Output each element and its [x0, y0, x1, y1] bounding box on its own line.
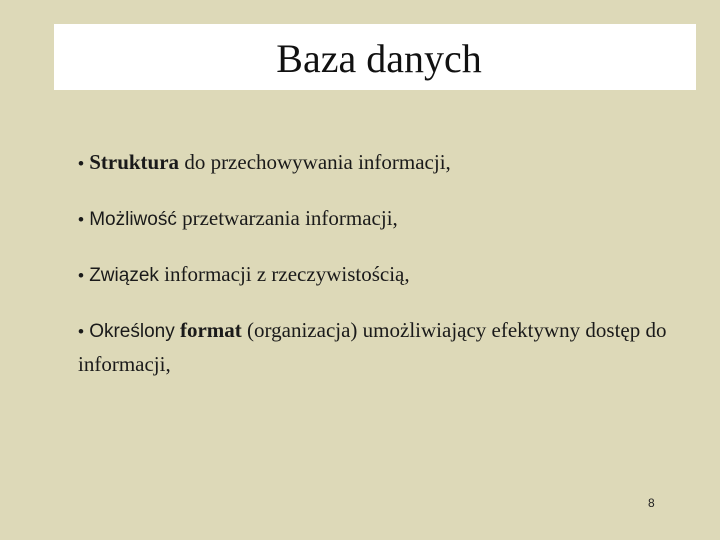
bullet-list [78, 146, 678, 402]
bullet-marker: • [78, 210, 84, 229]
bullet-bold-term: Struktura [89, 150, 180, 174]
bullet-lead-word: Związek [89, 265, 159, 286]
bullet-text: do przechowywania informacji, [179, 150, 451, 174]
bullet-bold-term: format [179, 318, 242, 342]
bullet-lead-word: Możliwość [89, 209, 177, 230]
bullet-marker: • [78, 322, 84, 341]
slide-title: Baza danych [276, 36, 482, 81]
bullet-item-format [78, 314, 678, 380]
title-box [54, 24, 696, 90]
bullet-text: informacji z rzeczywistością, [158, 262, 410, 286]
bullet-item-structure [78, 146, 678, 180]
bullet-item-reality [78, 258, 678, 292]
bullet-lead-word: Określony [89, 321, 175, 342]
bullet-marker: • [78, 266, 84, 285]
bullet-item-processing [78, 202, 678, 236]
bullet-text: przetwarzania informacji, [176, 206, 398, 230]
page-number: 8 [648, 496, 655, 510]
bullet-marker: • [78, 154, 84, 173]
bullet-text: (organizacja) umożliwiający efektywny dostęp do informacji, [78, 318, 667, 376]
